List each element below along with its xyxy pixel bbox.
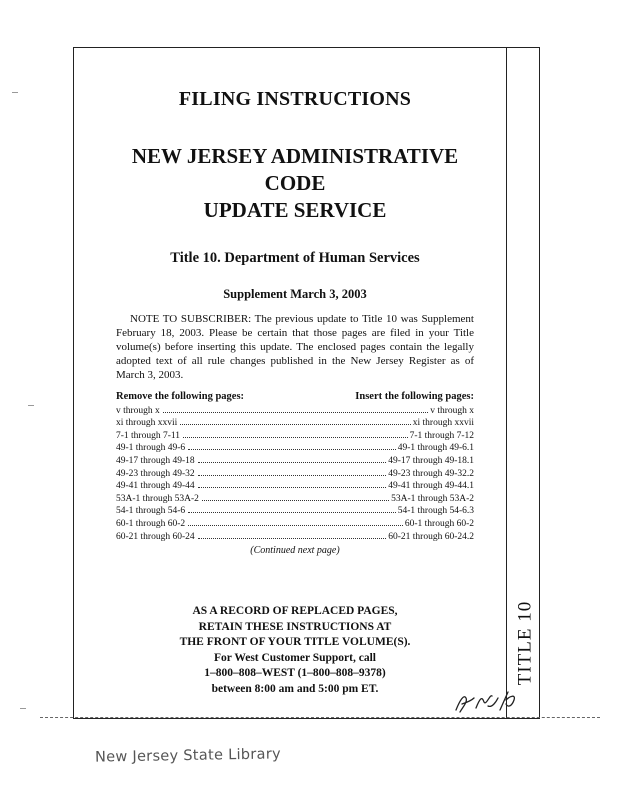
insert-pages-cell: xi through xxvii xyxy=(412,418,474,429)
dot-leader xyxy=(183,437,408,438)
record-line3: THE FRONT OF YOUR TITLE VOLUME(S). xyxy=(179,636,411,648)
filing-instructions-body xyxy=(100,80,490,558)
code-title-line2: UPDATE SERVICE xyxy=(203,198,387,222)
dot-leader xyxy=(180,424,411,425)
handwritten-initials xyxy=(452,686,522,716)
remove-pages-cell: 60-21 through 60-24 xyxy=(116,531,195,542)
insert-pages-cell: 60-1 through 60-2 xyxy=(404,518,474,529)
dot-leader xyxy=(198,487,387,488)
scan-speck xyxy=(28,405,34,406)
dot-leader xyxy=(188,525,403,526)
scan-speck xyxy=(20,708,26,709)
title-tab xyxy=(510,595,540,690)
title-line: Title 10. Department of Human Services xyxy=(170,250,420,266)
remove-header: Remove the following pages: xyxy=(116,391,245,402)
remove-pages-cell: 49-1 through 49-6 xyxy=(116,443,186,454)
dot-leader xyxy=(188,449,396,450)
table-row xyxy=(116,518,474,531)
dot-leader xyxy=(202,500,389,501)
remove-pages-cell: 49-17 through 49-18 xyxy=(116,455,195,466)
remove-pages-cell: 53A-1 through 53A-2 xyxy=(116,493,199,504)
dot-leader xyxy=(198,462,387,463)
remove-pages-cell: 49-41 through 49-44 xyxy=(116,481,195,492)
supplement-date: Supplement March 3, 2003 xyxy=(223,287,367,301)
insert-pages-cell: 54-1 through 54-6.3 xyxy=(397,506,474,517)
bottom-rule xyxy=(40,717,600,718)
insert-pages-cell: 49-23 through 49-32.2 xyxy=(388,468,474,479)
pages-table-header xyxy=(116,391,474,404)
record-notice xyxy=(100,604,490,697)
table-row xyxy=(116,531,474,544)
table-row xyxy=(116,417,474,430)
code-title xyxy=(100,143,490,224)
dot-leader xyxy=(198,475,387,476)
insert-pages-cell: 49-41 through 49-44.1 xyxy=(388,481,474,492)
remove-pages-cell: 7-1 through 7-11 xyxy=(116,430,181,441)
dot-leader xyxy=(188,512,396,513)
record-line1: AS A RECORD OF REPLACED PAGES, xyxy=(192,605,398,617)
record-line6: between 8:00 am and 5:00 pm ET. xyxy=(211,682,379,695)
remove-pages-cell: xi through xxvii xyxy=(116,418,178,429)
dot-leader xyxy=(163,412,428,413)
table-row xyxy=(116,455,474,468)
pages-table-rows xyxy=(116,405,474,544)
scan-speck xyxy=(12,92,18,93)
insert-pages-cell: 49-17 through 49-18.1 xyxy=(388,455,474,466)
filing-title: FILING INSTRUCTIONS xyxy=(178,88,412,110)
remove-pages-cell: v through x xyxy=(116,405,160,416)
insert-header: Insert the following pages: xyxy=(355,391,474,402)
table-row xyxy=(116,405,474,418)
table-row xyxy=(116,493,474,506)
continued-note: (Continued next page) xyxy=(250,545,340,557)
record-line2: RETAIN THESE INSTRUCTIONS AT xyxy=(198,620,392,633)
insert-pages-cell: 49-1 through 49-6.1 xyxy=(397,443,474,454)
tab-divider-line xyxy=(506,47,507,719)
remove-pages-cell: 49-23 through 49-32 xyxy=(116,468,195,479)
title-tab-label: TITLE 10 xyxy=(514,600,536,685)
insert-pages-cell: 60-21 through 60-24.2 xyxy=(388,531,474,542)
note-to-subscriber: NOTE TO SUBSCRIBER: The previous update to Title 10 was Supplement February 18, 2003. Please be certain that those pages are filed in your Title volume(s) before inserting this update. The enclosed pages contain the legally adopted text of all rule changes published in the New Jersey Register as of March 3, 2003. xyxy=(116,313,474,381)
library-stamp: New Jersey State Library xyxy=(94,746,282,766)
record-line4: For West Customer Support, call xyxy=(214,651,376,664)
insert-pages-cell: 53A-1 through 53A-2 xyxy=(391,493,474,504)
table-row xyxy=(116,468,474,481)
record-line5: 1–800–808–WEST (1–800–808–9378) xyxy=(204,667,386,679)
insert-pages-cell: 7-1 through 7-12 xyxy=(409,430,474,441)
remove-pages-cell: 54-1 through 54-6 xyxy=(116,506,186,517)
insert-pages-cell: v through x xyxy=(430,405,474,416)
dot-leader xyxy=(198,538,387,539)
table-row xyxy=(116,480,474,493)
code-title-line1: NEW JERSEY ADMINISTRATIVE CODE xyxy=(131,144,459,195)
pages-table xyxy=(116,391,474,558)
table-row xyxy=(116,505,474,518)
remove-pages-cell: 60-1 through 60-2 xyxy=(116,518,186,529)
table-row xyxy=(116,430,474,443)
table-row xyxy=(116,442,474,455)
